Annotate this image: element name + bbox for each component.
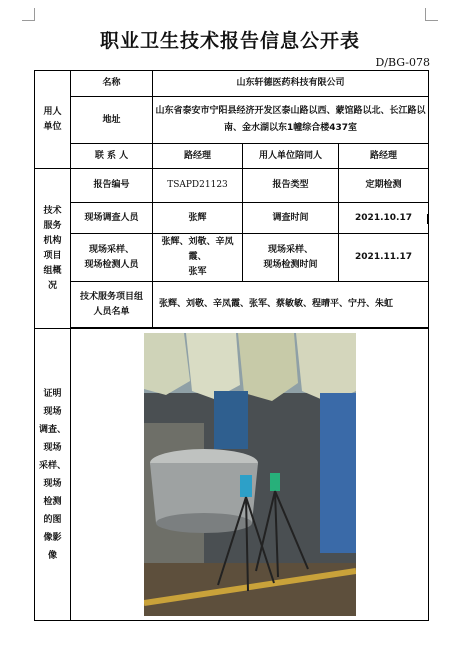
photo-cloth-bag-2	[186, 333, 240, 399]
sampling-staff-label: 现场采样、 现场检测人员	[71, 234, 153, 282]
team-label: 技术服务项目组 人员名单	[71, 282, 153, 328]
team-value: 张辉、刘敬、辛凤霞、张军、蔡敏敏、程晴平、宁丹、朱虹	[153, 282, 429, 328]
crop-mark-top-right	[425, 8, 438, 21]
name-value: 山东轩德医药科技有限公司	[153, 71, 429, 97]
employer-section-label: 用人 单位	[35, 71, 71, 169]
accompany-value: 路经理	[339, 144, 429, 169]
investigator-value: 张辉	[153, 203, 243, 234]
report-no-value: TSAPD21123	[153, 169, 243, 203]
site-photo	[144, 333, 356, 616]
proof-section-label: 证明 现场 调查、 现场 采样、 现场 检测 的图 像影 像	[35, 329, 71, 621]
document-number: D/BG-078	[375, 56, 430, 69]
photo-instrument-2	[270, 473, 280, 491]
contact-value: 路经理	[153, 144, 243, 169]
address-label: 地址	[71, 97, 153, 144]
sampling-time-value: 2021.11.17	[339, 234, 429, 282]
photo-cell	[71, 329, 429, 621]
investigation-time-value: 2021.10.17	[339, 203, 429, 234]
investigation-time-label: 调查时间	[243, 203, 339, 234]
page-title: 职业卫生技术报告信息公开表	[99, 30, 360, 52]
address-value: 山东省泰安市宁阳县经济开发区泰山路以西、蒙馆路以北、长江路以南、金水湖以东1幢综合楼437室	[153, 97, 429, 144]
photo-blue-column	[320, 393, 356, 553]
text-cursor	[427, 214, 429, 224]
accompany-label: 用人单位陪同人	[243, 144, 339, 169]
name-label: 名称	[71, 71, 153, 97]
contact-label: 联 系 人	[71, 144, 153, 169]
report-type-value: 定期检测	[339, 169, 429, 203]
report-type-label: 报告类型	[243, 169, 339, 203]
crop-mark-top-left	[22, 8, 35, 21]
sampling-time-label: 现场采样、 现场检测时间	[243, 234, 339, 282]
photo-instrument-1	[240, 475, 252, 497]
service-section-label: 技术 服务 机构 项目 组概 况	[35, 169, 71, 329]
report-no-label: 报告编号	[71, 169, 153, 203]
sampling-staff-value: 张辉、刘敬、辛凤霞、 张军	[153, 234, 243, 282]
investigator-label: 现场调查人员	[71, 203, 153, 234]
report-table	[34, 70, 429, 621]
photo-blue-motor	[214, 391, 248, 449]
